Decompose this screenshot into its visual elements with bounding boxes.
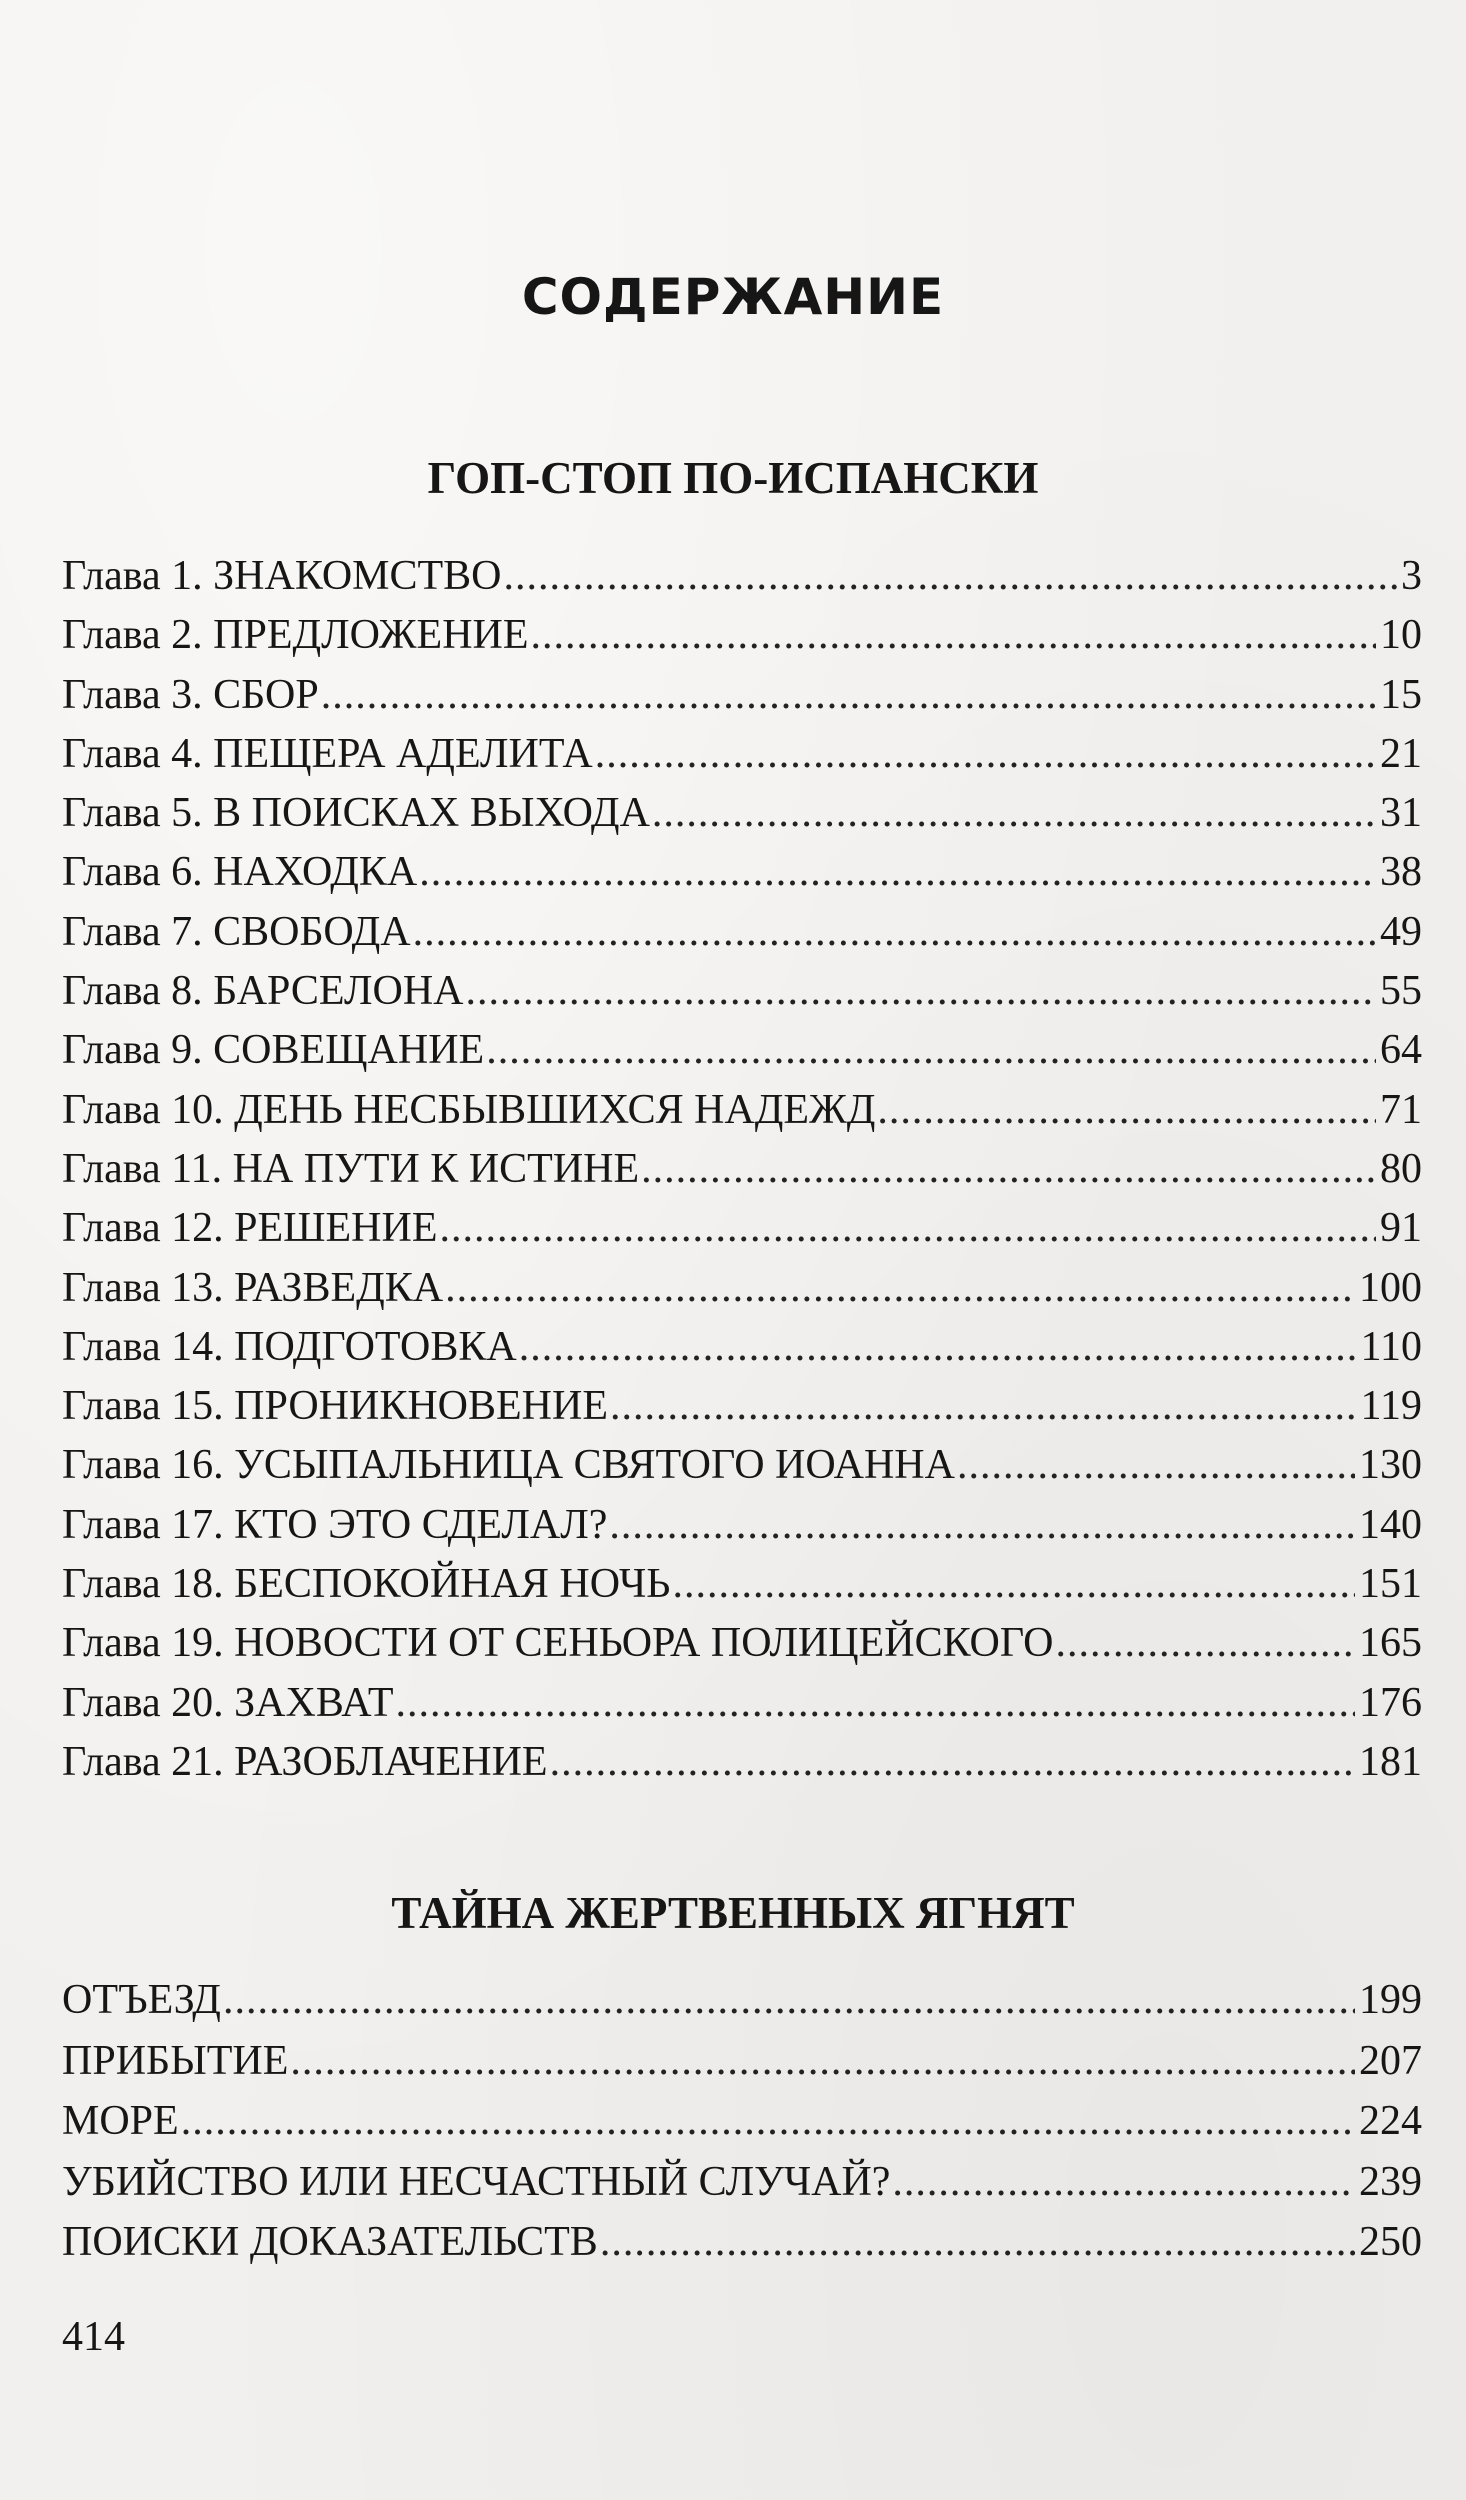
section-title-2: ТАЙНА ЖЕРТВЕННЫХ ЯГНЯТ bbox=[391, 1888, 1075, 1938]
toc-entry bbox=[62, 1086, 1422, 1145]
entry-page: 100 bbox=[1359, 1264, 1422, 1311]
entry-page: 64 bbox=[1380, 1027, 1422, 1074]
entry-title: УБИЙСТВО ИЛИ НЕСЧАСТНЫЙ СЛУЧАЙ? bbox=[62, 2158, 891, 2205]
toc-entry bbox=[62, 1026, 1422, 1085]
toc-list-section-1 bbox=[62, 552, 1422, 1797]
entry-title: Глава 9. СОВЕЩАНИЕ bbox=[62, 1027, 485, 1074]
dot-leader bbox=[486, 1026, 1376, 1074]
entry-title: Глава 18. БЕСПОКОЙНАЯ НОЧЬ bbox=[62, 1561, 671, 1608]
toc-entry bbox=[62, 1264, 1422, 1323]
entry-title: Глава 15. ПРОНИКНОВЕНИЕ bbox=[62, 1383, 608, 1430]
toc-entry bbox=[62, 1679, 1422, 1738]
dot-leader bbox=[181, 2097, 1355, 2145]
dot-leader bbox=[223, 1976, 1355, 2024]
toc-entry bbox=[62, 2097, 1422, 2158]
toc-entry bbox=[62, 1738, 1422, 1797]
toc-entry bbox=[62, 552, 1422, 611]
entry-title: Глава 8. БАРСЕЛОНА bbox=[62, 968, 464, 1015]
entry-page: 15 bbox=[1380, 671, 1422, 718]
entry-page: 119 bbox=[1360, 1383, 1422, 1430]
entry-page: 31 bbox=[1380, 790, 1422, 837]
toc-entry bbox=[62, 671, 1422, 730]
entry-page: 176 bbox=[1359, 1679, 1422, 1726]
entry-page: 49 bbox=[1380, 908, 1422, 955]
dot-leader bbox=[504, 552, 1397, 600]
entry-page: 140 bbox=[1359, 1501, 1422, 1548]
entry-page: 10 bbox=[1380, 612, 1422, 659]
entry-page: 80 bbox=[1380, 1145, 1422, 1192]
entry-page: 71 bbox=[1380, 1086, 1422, 1133]
toc-entry bbox=[62, 1323, 1422, 1382]
dot-leader bbox=[445, 1264, 1355, 1312]
toc-entry bbox=[62, 908, 1422, 967]
entry-title: Глава 20. ЗАХВАТ bbox=[62, 1679, 394, 1726]
dot-leader bbox=[321, 671, 1376, 719]
entry-title: Глава 12. РЕШЕНИЕ bbox=[62, 1205, 438, 1252]
dot-leader bbox=[440, 1204, 1377, 1252]
section-title-1: ГОП-СТОП ПО-ИСПАНСКИ bbox=[427, 453, 1039, 503]
dot-leader bbox=[396, 1679, 1355, 1727]
contents-title: СОДЕРЖАНИЕ bbox=[521, 268, 945, 326]
dot-leader bbox=[413, 908, 1376, 956]
toc-entry bbox=[62, 1501, 1422, 1560]
dot-leader bbox=[672, 1560, 1355, 1608]
entry-title: Глава 16. УСЫПАЛЬНИЦА СВЯТОГО ИОАННА bbox=[62, 1442, 955, 1489]
entry-title: Глава 6. НАХОДКА bbox=[62, 849, 418, 896]
entry-title: Глава 10. ДЕНЬ НЕСБЫВШИХСЯ НАДЕЖД bbox=[62, 1086, 876, 1133]
toc-entry bbox=[62, 2037, 1422, 2098]
entry-page: 250 bbox=[1359, 2219, 1422, 2265]
page-number: 414 bbox=[62, 2314, 125, 2360]
entry-page: 38 bbox=[1380, 849, 1422, 896]
toc-entry bbox=[62, 789, 1422, 848]
dot-leader bbox=[1055, 1619, 1355, 1667]
entry-page: 91 bbox=[1380, 1205, 1422, 1252]
toc-entry bbox=[62, 1204, 1422, 1263]
toc-entry bbox=[62, 967, 1422, 1026]
toc-entry bbox=[62, 848, 1422, 907]
entry-title: Глава 3. СБОР bbox=[62, 671, 319, 718]
entry-page: 21 bbox=[1380, 730, 1422, 777]
dot-leader bbox=[609, 1501, 1355, 1549]
entry-title: ОТЪЕЗД bbox=[62, 1977, 221, 2023]
entry-page: 239 bbox=[1359, 2158, 1422, 2205]
dot-leader bbox=[290, 2037, 1355, 2085]
entry-page: 199 bbox=[1359, 1977, 1422, 2023]
entry-title: МОРЕ bbox=[62, 2098, 179, 2144]
toc-entry bbox=[62, 2158, 1422, 2219]
entry-title: Глава 7. СВОБОДА bbox=[62, 908, 411, 955]
dot-leader bbox=[600, 2218, 1355, 2266]
entry-page: 130 bbox=[1359, 1442, 1422, 1489]
toc-entry bbox=[62, 1560, 1422, 1619]
dot-leader bbox=[531, 611, 1376, 659]
dot-leader bbox=[519, 1323, 1357, 1371]
toc-entry bbox=[62, 1145, 1422, 1204]
dot-leader bbox=[419, 848, 1376, 896]
entry-title: ПОИСКИ ДОКАЗАТЕЛЬСТВ bbox=[62, 2219, 598, 2265]
entry-page: 181 bbox=[1359, 1738, 1422, 1785]
entry-title: Глава 11. НА ПУТИ К ИСТИНЕ bbox=[62, 1145, 640, 1192]
dot-leader bbox=[595, 730, 1376, 778]
entry-page: 151 bbox=[1359, 1561, 1422, 1608]
dot-leader bbox=[957, 1441, 1355, 1489]
dot-leader bbox=[877, 1086, 1376, 1134]
toc-list-section-2 bbox=[62, 1976, 1422, 2279]
dot-leader bbox=[550, 1738, 1355, 1786]
entry-title: Глава 13. РАЗВЕДКА bbox=[62, 1264, 444, 1311]
dot-leader bbox=[892, 2158, 1355, 2206]
toc-entry bbox=[62, 1382, 1422, 1441]
toc-entry bbox=[62, 730, 1422, 789]
entry-title: ПРИБЫТИЕ bbox=[62, 2037, 289, 2084]
dot-leader bbox=[641, 1145, 1376, 1193]
entry-page: 55 bbox=[1380, 968, 1422, 1015]
dot-leader bbox=[466, 967, 1376, 1015]
toc-entry bbox=[62, 611, 1422, 670]
entry-title: Глава 2. ПРЕДЛОЖЕНИЕ bbox=[62, 612, 529, 659]
entry-page: 110 bbox=[1360, 1323, 1422, 1370]
toc-entry bbox=[62, 1441, 1422, 1500]
entry-page: 165 bbox=[1359, 1620, 1422, 1667]
entry-title: Глава 17. КТО ЭТО СДЕЛАЛ? bbox=[62, 1501, 608, 1548]
entry-page: 3 bbox=[1401, 553, 1422, 599]
entry-page: 224 bbox=[1359, 2098, 1422, 2144]
entry-title: Глава 4. ПЕЩЕРА АДЕЛИТА bbox=[62, 730, 593, 777]
toc-entry bbox=[62, 2218, 1422, 2279]
toc-entry bbox=[62, 1619, 1422, 1678]
dot-leader bbox=[652, 789, 1376, 837]
entry-title: Глава 19. НОВОСТИ ОТ СЕНЬОРА ПОЛИЦЕЙСКОГО bbox=[62, 1620, 1054, 1667]
toc-entry bbox=[62, 1976, 1422, 2037]
entry-title: Глава 21. РАЗОБЛАЧЕНИЕ bbox=[62, 1738, 548, 1785]
entry-title: Глава 14. ПОДГОТОВКА bbox=[62, 1323, 517, 1370]
entry-page: 207 bbox=[1359, 2037, 1422, 2084]
entry-title: Глава 1. ЗНАКОМСТВО bbox=[62, 553, 502, 599]
entry-title: Глава 5. В ПОИСКАХ ВЫХОДА bbox=[62, 790, 650, 837]
dot-leader bbox=[610, 1382, 1357, 1430]
